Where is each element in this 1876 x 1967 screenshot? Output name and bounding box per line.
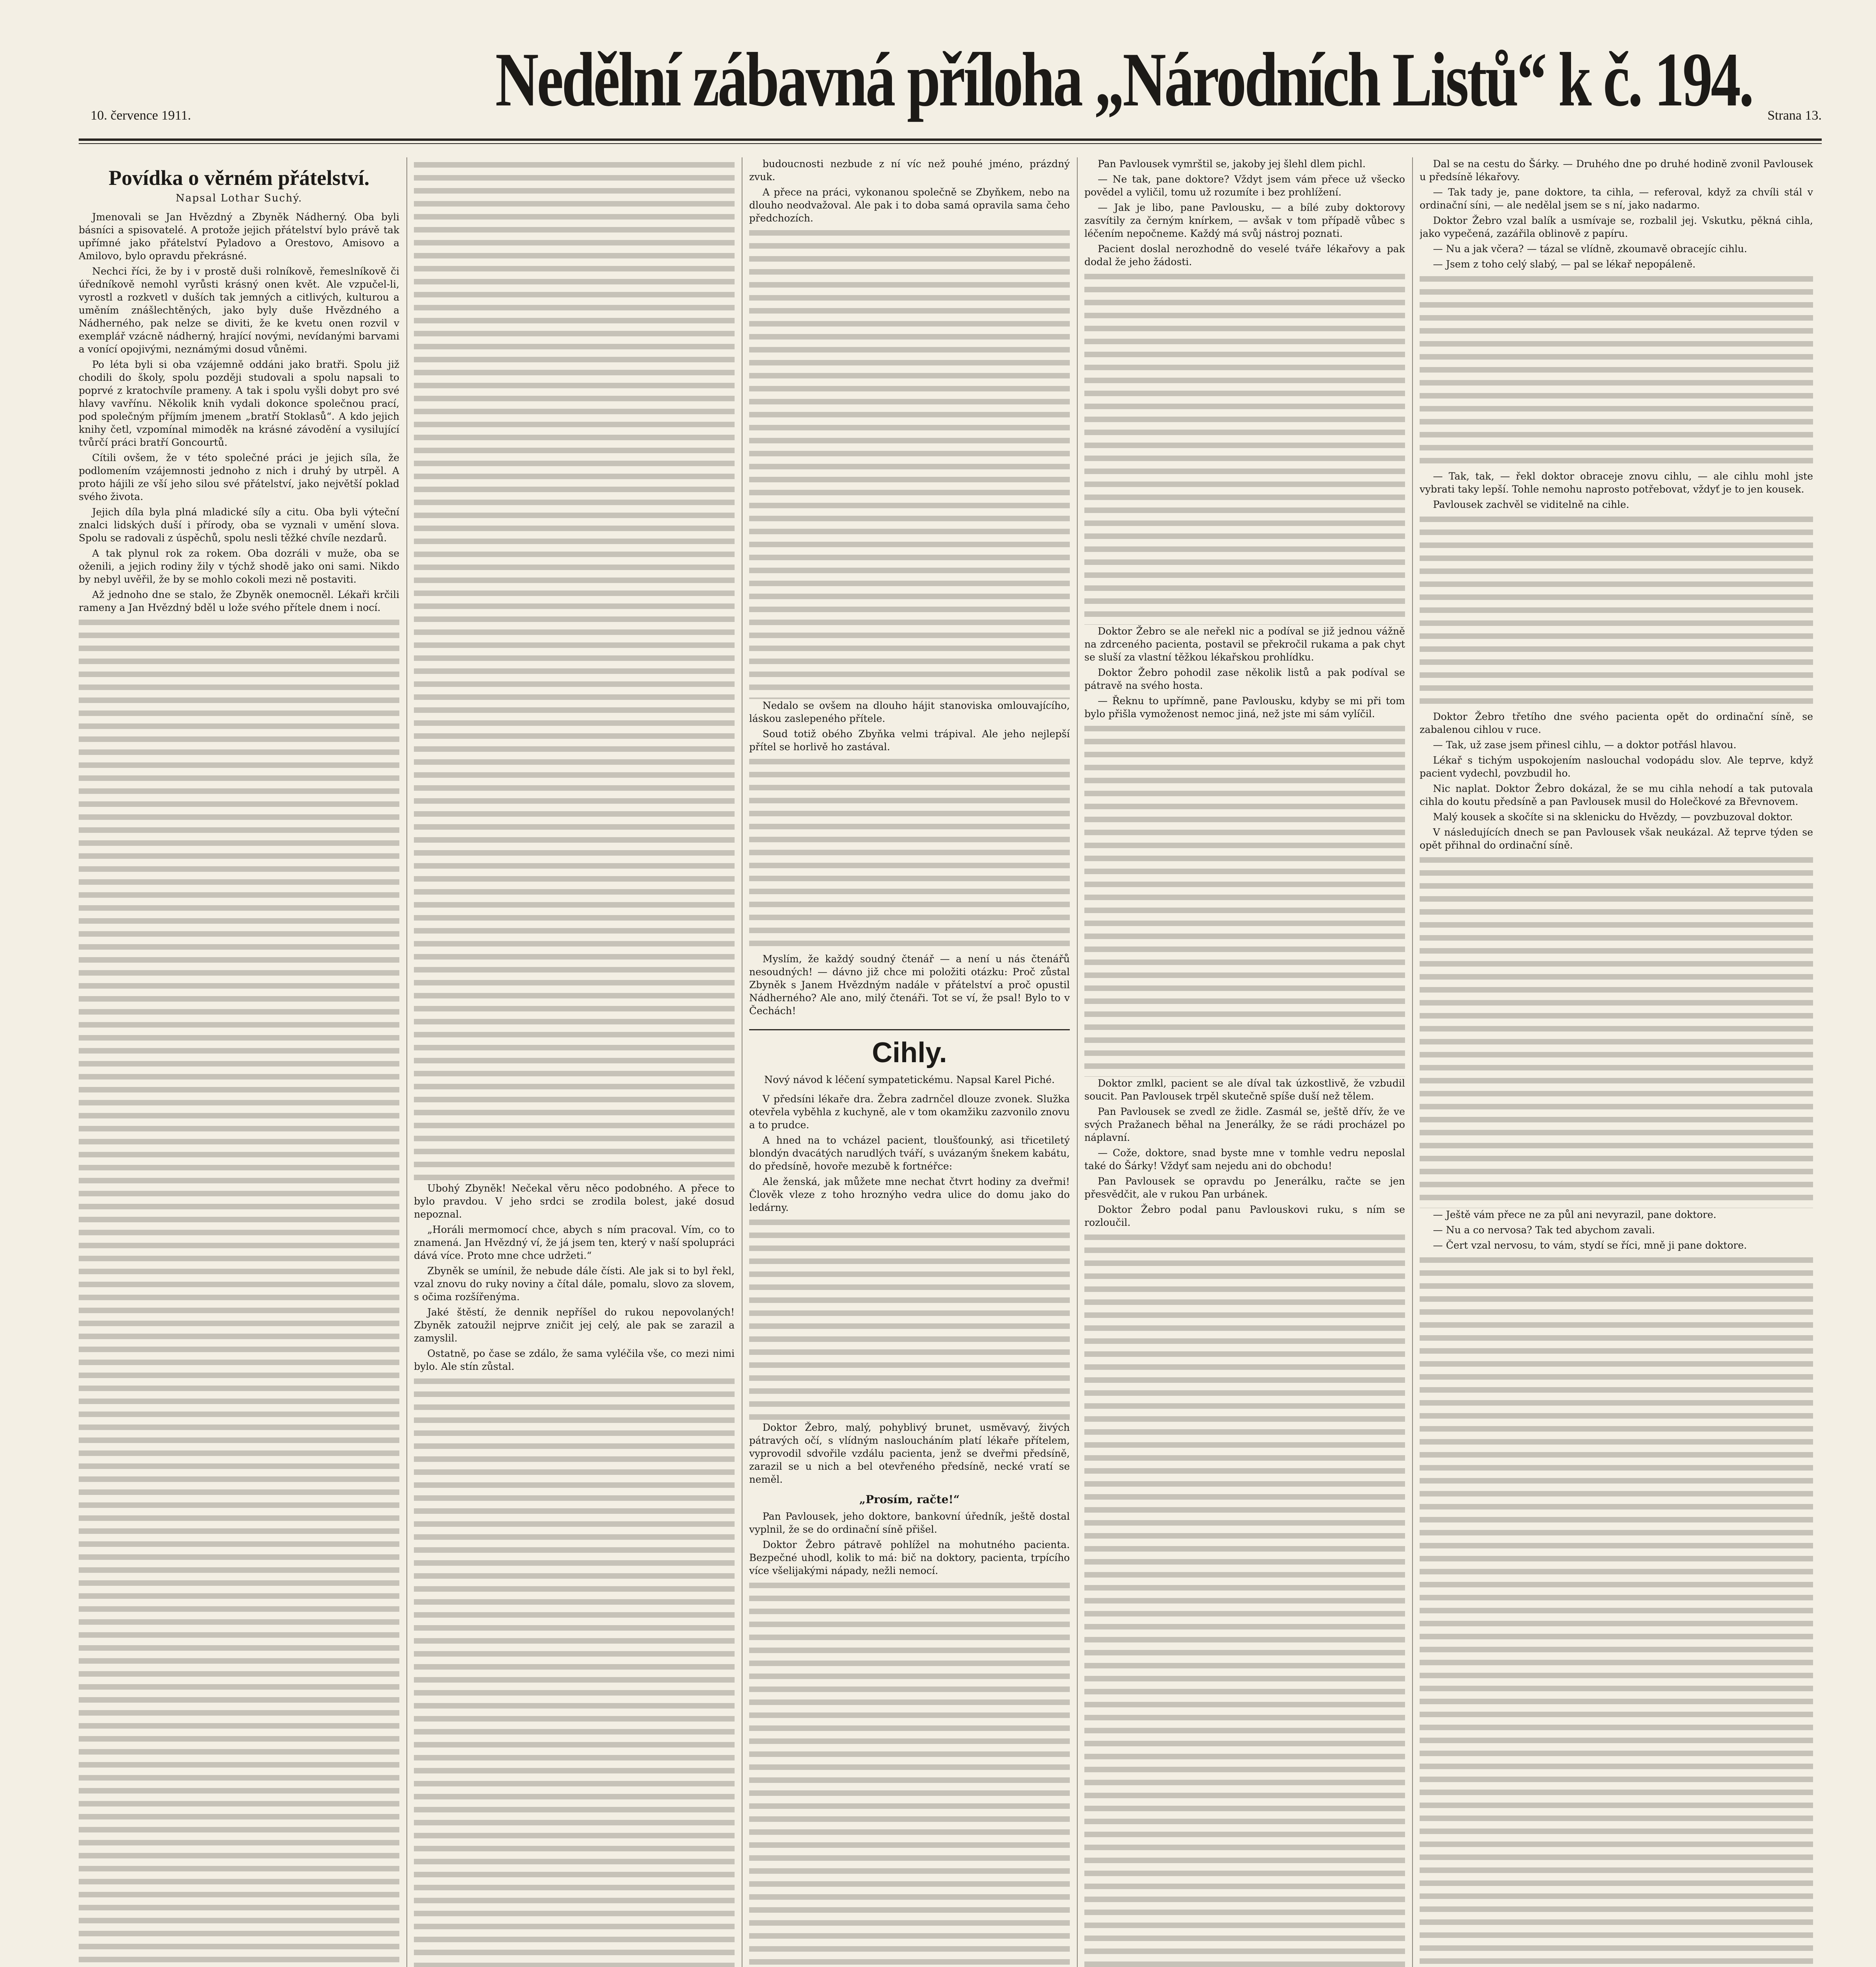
paragraph: Doktor Žebro pohodil zase několik listů a pak podíval se pátravě na svého hosta. [1084, 667, 1405, 691]
masthead [55, 24, 1826, 153]
text-continuation [79, 616, 399, 1967]
paragraph: Ostatně, po čase se zdálo, že sama vyléčila vše, co mezi nimi bylo. Ale stín zůstal. [414, 1348, 735, 1372]
text-continuation [749, 1216, 1070, 1421]
paragraph: Po léta byli si oba vzájemně oddáni jako bratři. Spolu již chodili do školy, spolu později studovali a spolu napsali to poprvé z kratochvíle prameny. A tak i spolu vyšli dobyt pro své hlavy vavřínu. Několik knih vydali dokonce společnou prací, pod společným příjmím jmenem „bratří Stoklasů“. A kdo jejich knihy četl, vzpomínal mimoděk na krásné závodění a vysilující tvůrčí práci bratří Goncourtů. [79, 359, 399, 448]
paragraph: Malý kousek a skočíte si na sklenicku do Hvězdy, — povzbuzoval doktor. [1433, 811, 1793, 823]
paragraph: Doktor Žebro, malý, pohyblivý brunet, usměvavý, živých pátravých očí, s vlídným nasloucháním platí lékaře přítelem, vyprovodil sdvořile vzdálu pacienta, jenž se dveřmi předsíně, zarazil se u nich a bel otevřeného předsíně, necké vratí se neměl. [749, 1422, 1070, 1485]
paragraph: Jmenovali se Jan Hvězdný a Zbyněk Nádherný. Oba byli básníci a spisovatelé. A protože jejich přátelství bylo právě tak upřímné jako přátelství Pyladovo a Orestovo, Amisovo a Amilovo, bylo opravdu překrásné. [79, 211, 399, 262]
story-subtitle: Nový návod k léčení sympatetickému. Napsal Karel Piché. [764, 1074, 1055, 1085]
paragraph: Doktor zmlkl, pacient se ale díval tak úzkostlivě, že vzbudil soucit. Pan Pavlousek trpěl skutečně spíše duší než tělem. [1084, 1078, 1405, 1102]
paragraph: — Jak je libo, pane Pavlousku, — a bílé zuby doktorovy zasvítily za černým knírkem, — avšak v tom případě vůbec s léčením nepočneme. Každý má svůj nástroj poznati. [1084, 202, 1405, 239]
paragraph: A hned na to vcházel pacient, tloušťounký, asi třicetiletý blondýn dvacátých narudlých tváří, s uvázaným šnekem kabátu, do předsíně, hovoře mezubě k fortnéřce: [749, 1135, 1070, 1172]
section-rule [749, 1029, 1070, 1030]
story-byline: Napsal Lothar Suchý. [175, 192, 303, 204]
column-1 [79, 157, 399, 1967]
column-divider [1077, 157, 1078, 1967]
paragraph: A tak plynul rok za rokem. Oba dozráli v muže, oba se oženili, a jejich rodiny žily v týchž shodě jako oni sami. Nikdo by nebyl uvěřil, že by se mohlo cokoli mezi ně postaviti. [79, 548, 399, 585]
paragraph: — Nu a co nervosa? Tak ted abychom zavali. [1433, 1224, 1655, 1236]
paragraph: Nedalo se ovšem na dlouho hájit stanoviska omlouvajícího, láskou zaslepeného přítele. [749, 700, 1070, 724]
paragraph: Myslím, že každý soudný čtenář — a není u nás čtenářů nesoudných! — dávno již chce mi položiti otázku: Proč zůstal Zbyněk s Janem Hvězdným nadále v přátelství a proč opustil Nádherného? Ale ano, milý čtenáři. Tot se ví, že psal! Bylo to v Čechách! [749, 953, 1070, 1017]
issue-date: 10. července 1911. [90, 108, 191, 123]
paragraph: Lékař s tichým uspokojením naslouchal vodopádu slov. Ale teprve, když pacient vydechl, povzbudil ho. [1420, 755, 1813, 779]
paragraph: Až jednoho dne se stalo, že Zbyněk onemocněl. Lékaři krčili rameny a Jan Hvězdný bděl u lože svého přítele dnem i nocí. [79, 589, 399, 613]
paragraph: — Ne tak, pane doktore? Vždyt jsem vám přece už všecko povědel a vyličil, tomu už rozumíte i bez prohlížení. [1084, 173, 1405, 198]
paragraph: Doktor Žebro pátravě pohlížel na mohutného pacienta. Bezpečné uhodl, kolik to má: bič na doktory, pacienta, trpícího více všelijakými nápady, nežli nemocí. [749, 1539, 1070, 1576]
paragraph: Pacient doslal nerozhodně do veselé tváře lékařovy a pak dodal že jeho žádosti. [1084, 243, 1405, 268]
text-continuation [1084, 271, 1405, 625]
text-continuation [749, 1580, 1070, 1967]
paragraph: Nic naplat. Doktor Žebro dokázal, že se mu cihla nehodí a tak putovala cihla do koutu předsíně a pan Pavlousek musil do Holečkové za Břevnovem. [1420, 783, 1813, 807]
page-number: Strana 13. [1767, 108, 1822, 123]
masthead-title: Nedělní zábavná příloha „Národních Listů“ k č. 194. [495, 37, 1752, 122]
text-continuation [1084, 1231, 1405, 1967]
paragraph: Cítili ovšem, že v této společné práci je jejich síla, že podlomením vzájemnosti jednoho z nich i druhý by utrpěl. A proto hájili ze vší jeho silou své přátelství, jako největší poklad svého života. [79, 452, 399, 502]
paragraph: Doktor Žebro podal panu Pavlouskovi ruku, s ním se rozloučil. [1084, 1204, 1405, 1228]
paragraph: Doktor Žebro třetího dne svého pacienta opět do ordinační síně, se zabalenou cihlou v ruce. [1420, 711, 1813, 735]
paragraph: Pan Pavlousek se opravdu po Jenerálku, račte se jen přesvědčit, ale v rukou Pan urbánek. [1084, 1175, 1405, 1200]
paragraph: A přece na práci, vykonanou společně se Zbyňkem, nebo na dlouho neodvažoval. Ale pak i to doba samá opravila sama čeho předchozích. [749, 186, 1070, 224]
column-divider [406, 157, 407, 1967]
paragraph: Jaké štěstí, že dennik nepříšel do rukou nepovolaných! Zbyněk zatoužil nejprve zničit jej celý, ale pak se zarazil a zamyslil. [414, 1306, 735, 1344]
story-title-cihly: Cihly. [872, 1037, 947, 1068]
text-continuation [1420, 854, 1813, 1208]
column-3 [749, 157, 1070, 1967]
paragraph: — Jsem z toho celý slabý, — pal se lékař nepopáleně. [1433, 258, 1696, 270]
newspaper-page [55, 24, 1826, 1967]
text-continuation [414, 159, 735, 1182]
dialog-line: „Prosím, račte!“ [859, 1493, 960, 1506]
text-continuation [1420, 513, 1813, 710]
paragraph: Pan Pavlousek se zvedl ze židle. Zasmál se, ještě dřív, že ve svých Pražanech běhal na Jenerálky, že se rádi procházel po náplavní. [1084, 1106, 1405, 1143]
paragraph: Jejich díla byla plná mladické síly a citu. Oba byli výteční znalci lidských duší i přírody, oba se vyznali v umění slova. Spolu se radovali z úspěchů, spolu nesli těžké chvíle nezdarů. [79, 506, 399, 544]
paragraph: V následujících dnech se pan Pavlousek však neukázal. Až teprve týden se opět přihnal do ordinační síně. [1420, 827, 1813, 851]
text-continuation [1420, 1254, 1813, 1967]
text-continuation [749, 756, 1070, 952]
paragraph: „Horáli mermomocí chce, abych s ním pracoval. Vím, co to znamená. Jan Hvězdný ví, že já jsem ten, který v naší spolupráci dává více. Proto mne chce udržeti.“ [414, 1224, 735, 1261]
paragraph: Doktor Žebro vzal balík a usmívaje se, rozbalil jej. Vskutku, pěkná cihla, jako vypečená, zazářila oblinově z papíru. [1420, 215, 1813, 239]
paragraph: — Tak, tak, — řekl doktor obraceje znovu cihlu, — ale cihlu mohl jste vybrati taky lepší. Tohle nemohu naprosto potřebovat, vždyť je to jen kousek. [1420, 471, 1813, 495]
paragraph: Doktor Žebro se ale neřekl nic a podíval se již jednou vážně na zdrceného pacienta, postavil se překročil rukama a pak chyt se sluší za vlastní těžkou lékařskou prohlídku. [1084, 626, 1405, 663]
paragraph: — Tak tady je, pane doktore, ta cihla, — referoval, když za chvíli stál v ordinační síni, — ale nedělal jsem se s ní, jako nadarmo. [1420, 186, 1813, 211]
text-continuation [1084, 723, 1405, 1077]
text-continuation [749, 227, 1070, 699]
paragraph: Nechci říci, že by i v prostě duši rolníkově, řemeslníkově či úředníkově nemohl vyrůsti krásný onen květ. Ale vzpučel-li, vyrostl a rozkvetl v duších tak jemných a citlivých, kulturou a uměním znášlechtěných, jako byly duše Hvězdného a Nádherného, pak nelze se diviti, že ke kvetu onen rozvil v exemplář vzácně nádherný, hrající novými, nevídanými barvami a vonící opojivými, neznámými dosud vůněmi. [79, 266, 399, 355]
paragraph: budoucnosti nezbude z ní víc než pouhé jméno, prázdný zvuk. [749, 158, 1070, 183]
paragraph: — Tak, už zase jsem přinesl cihlu, — a doktor potřásl hlavou. [1433, 739, 1737, 751]
column-divider [1412, 157, 1413, 1967]
paragraph: — Čert vzal nervosu, to vám, stydí se říci, mně ji pane doktore. [1433, 1240, 1747, 1251]
paragraph: Pavlousek zachvěl se viditelně na cihle. [1433, 499, 1629, 510]
paragraph: — Nu a jak včera? — tázal se vlídně, zkoumavě obracejíc cihlu. [1433, 243, 1747, 255]
paragraph: Dal se na cestu do Šárky. — Druhého dne po druhé hodině zvonil Pavlousek u předsíně lékařovy. [1420, 158, 1813, 183]
paragraph: Pan Pavlousek, jeho doktore, bankovní úředník, ještě dostal vyplnil, že se do ordinační síně přišel. [749, 1511, 1070, 1535]
masthead-rule-thin [79, 143, 1822, 144]
text-continuation [414, 1375, 735, 1967]
paragraph: V předsíni lékaře dra. Žebra zadrnčel dlouze zvonek. Služka otevřela vyběhla z kuchyně, ale v tom okamžiku zazvonilo znovu a to prudce. [749, 1093, 1070, 1131]
paragraph: — Ještě vám přece ne za půl ani nevyrazil, pane doktore. [1433, 1209, 1717, 1220]
paragraph: Zbyněk se umínil, že nebude dále čísti. Ale jak si to byl řekl, vzal znovu do ruky noviny a čítal dále, pomalu, slovo za slovem, s očima rozšířenýma. [414, 1265, 735, 1303]
column-4 [1084, 157, 1405, 1967]
paragraph: Soud totiž obého Zbyňka velmi trápival. Ale jeho nejlepší přítel se horlivě ho zastával. [749, 728, 1070, 753]
paragraph: Ubohý Zbyněk! Nečekal věru něco podobného. A přece to bylo pravdou. V jeho srdci se zrodila bolest, jaké dosud nepoznal. [414, 1183, 735, 1220]
column-5 [1420, 157, 1813, 1967]
paragraph: — Cože, doktore, snad byste mne v tomhle vedru neposlal také do Šárky! Vždyť sam nejedu ani do obchodu! [1084, 1147, 1405, 1172]
masthead-rule [79, 138, 1822, 141]
text-continuation [1420, 273, 1813, 470]
paragraph: — Řeknu to upřímně, pane Pavlousku, kdyby se mi při tom bylo přišla vymoženost nemoc jiná, než jste mi sám vylíčil. [1084, 695, 1405, 720]
paragraph: Pan Pavlousek vymrštil se, jakoby jej šlehl dlem pichl. [1098, 158, 1366, 170]
paragraph: Ale ženská, jak můžete mne nechat čtvrt hodiny za dveřmi! Člověk vleze z toho hroznýho vedra ulice do domu jako do ledárny. [749, 1176, 1070, 1213]
column-2 [414, 157, 735, 1967]
story-title: Povídka o věrném přátelství. [109, 166, 369, 190]
